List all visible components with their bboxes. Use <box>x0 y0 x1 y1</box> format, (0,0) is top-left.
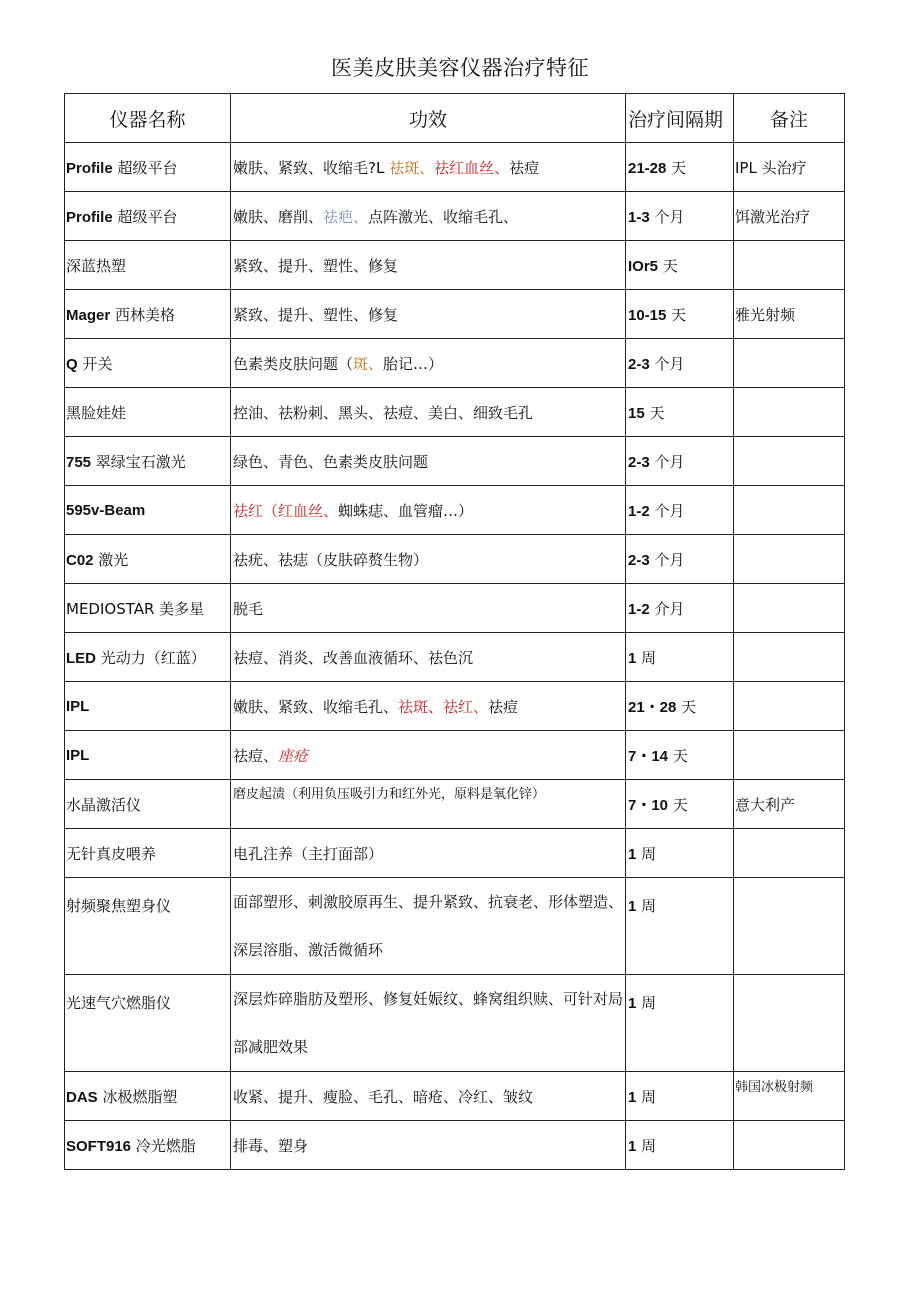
instrument-name-latin: 595v-Beam <box>66 502 146 519</box>
table-row <box>65 878 845 975</box>
cell-instrument-name <box>65 731 231 780</box>
interval-unit: 个月 <box>649 354 685 373</box>
table-row <box>65 192 845 241</box>
instrument-name-cn: 水晶激活仪 <box>66 795 142 814</box>
interval-unit: 周 <box>636 648 657 667</box>
cell-effect <box>231 486 626 535</box>
instrument-name-cn: MEDIOSTAR 美多星 <box>66 599 205 618</box>
interval-unit: 天 <box>644 403 665 422</box>
interval-unit: 天 <box>658 256 678 275</box>
instrument-name-cn: 无针真皮喂养 <box>66 844 157 863</box>
cell-effect <box>231 339 626 388</box>
instrument-name-cn: 黑脸娃娃 <box>66 403 127 422</box>
interval-value: 21-28 <box>628 159 667 177</box>
effect-text: 祛红血丝、 <box>434 158 510 177</box>
cell-effect <box>231 975 626 1072</box>
cell-interval <box>626 829 734 878</box>
cell-instrument-name <box>65 143 231 192</box>
effect-text: 祛痘、消炎、改善血液循环、祛色沉 <box>233 648 474 667</box>
instrument-name-latin: LED <box>66 649 96 667</box>
cell-effect <box>231 143 626 192</box>
instrument-name-cn: 西林美格 <box>110 305 175 324</box>
cell-note <box>734 241 845 290</box>
table-row <box>65 241 845 290</box>
cell-interval <box>626 633 734 682</box>
effect-text: 祛红、 <box>443 697 489 716</box>
cell-interval <box>626 584 734 633</box>
effect-text: 红血丝、 <box>278 501 339 520</box>
cell-interval <box>626 682 734 731</box>
cell-note <box>734 633 845 682</box>
interval-value: 2-3 <box>628 355 650 373</box>
table-row <box>65 143 845 192</box>
cell-note: IPL 头治疗 <box>734 143 845 192</box>
interval-value: 1-2 <box>628 502 650 520</box>
table-row <box>65 290 845 339</box>
header-name: 仪器名称 <box>65 94 231 143</box>
interval-unit: 周 <box>636 897 657 915</box>
interval-unit: 个月 <box>649 207 685 226</box>
cell-interval <box>626 780 734 829</box>
cell-note <box>734 437 845 486</box>
cell-effect <box>231 780 626 829</box>
cell-note <box>734 339 845 388</box>
cell-note <box>734 829 845 878</box>
interval-unit: 周 <box>636 994 657 1012</box>
cell-instrument-name <box>65 535 231 584</box>
cell-interval <box>626 388 734 437</box>
effect-text: 祛斑、 <box>389 158 435 177</box>
instrument-name-latin: SOFT916 <box>66 1137 132 1155</box>
interval-value: 10-15 <box>628 306 667 324</box>
interval-value: 7・10 <box>628 796 669 814</box>
interval-value: 1 <box>628 845 637 863</box>
cell-note <box>734 486 845 535</box>
instrument-name-cn: 开关 <box>77 354 113 373</box>
instrument-name-latin: IPL <box>66 747 90 764</box>
interval-unit: 周 <box>636 844 657 863</box>
cell-effect <box>231 535 626 584</box>
effect-text: 祛疤、 <box>323 207 369 226</box>
effect-text: 色素类皮肤问题（ <box>233 354 354 373</box>
instrument-name-latin: IPL <box>66 698 90 715</box>
cell-effect <box>231 731 626 780</box>
instrument-name-cn: 深蓝热塑 <box>66 256 127 275</box>
header-effect: 功效 <box>231 94 626 143</box>
effect-text: 点阵激光、收缩毛孔、 <box>368 207 519 226</box>
effect-text: 排毒、塑身 <box>233 1136 309 1155</box>
table-row <box>65 1121 845 1170</box>
instrument-name-cn: 射频聚焦塑身仪 <box>66 897 172 915</box>
effect-text: 深层炸碎脂肪及塑形、修复妊娠纹、蜂窝组织赎、可针对局部减肥效果 <box>233 990 624 1056</box>
cell-interval <box>626 1072 734 1121</box>
instrument-name-latin: Q <box>66 355 78 373</box>
cell-effect <box>231 682 626 731</box>
interval-unit: 周 <box>636 1136 657 1155</box>
cell-interval <box>626 731 734 780</box>
cell-interval <box>626 535 734 584</box>
instrument-name-cn: 光动力（红蓝） <box>96 648 206 667</box>
effect-text: 胎记…） <box>383 354 444 373</box>
interval-unit: 个月 <box>649 452 685 471</box>
instrument-name-latin: 755 <box>66 453 92 471</box>
table-row <box>65 682 845 731</box>
interval-value: 1-2 <box>628 600 650 618</box>
table-row <box>65 829 845 878</box>
cell-effect <box>231 1072 626 1121</box>
cell-effect <box>231 241 626 290</box>
instrument-name-latin: DAS <box>66 1088 98 1106</box>
cell-instrument-name <box>65 584 231 633</box>
cell-instrument-name <box>65 633 231 682</box>
interval-value: 15 <box>628 404 645 422</box>
table-row <box>65 437 845 486</box>
interval-unit: 周 <box>636 1087 657 1106</box>
table-row <box>65 388 845 437</box>
cell-interval <box>626 339 734 388</box>
cell-note: 意大利产 <box>734 780 845 829</box>
effect-text: 祛疣、祛痣（皮肤碎赘生物） <box>233 550 429 569</box>
cell-instrument-name <box>65 192 231 241</box>
cell-effect <box>231 829 626 878</box>
cell-interval <box>626 290 734 339</box>
table-row <box>65 486 845 535</box>
instrument-name-cn: 光速气穴燃脂仪 <box>66 994 172 1012</box>
interval-value: 1 <box>628 1088 637 1106</box>
instrument-name-latin: Profile <box>66 208 113 226</box>
effect-text: 绿色、青色、色素类皮肤问题 <box>233 452 429 471</box>
cell-effect <box>231 1121 626 1170</box>
cell-note <box>734 731 845 780</box>
cell-interval <box>626 143 734 192</box>
effect-text: 座疮 <box>278 746 309 765</box>
cell-instrument-name <box>65 682 231 731</box>
cell-note <box>734 1121 845 1170</box>
table-row <box>65 339 845 388</box>
document-title: 医美皮肤美容仪器治疗特征 <box>331 56 589 80</box>
effect-text: 祛痘、 <box>233 746 279 765</box>
cell-note <box>734 682 845 731</box>
interval-unit: 个月 <box>649 550 685 569</box>
interval-unit: 个月 <box>649 501 685 520</box>
cell-effect <box>231 633 626 682</box>
effect-text: 脱毛 <box>233 599 264 618</box>
table-row <box>65 975 845 1072</box>
interval-unit: 天 <box>666 158 687 177</box>
instrument-name-latin: Profile <box>66 159 113 177</box>
header-row <box>65 94 845 143</box>
cell-instrument-name <box>65 975 231 1072</box>
cell-effect <box>231 584 626 633</box>
instrument-name-cn: 超级平台 <box>112 207 178 226</box>
table-row <box>65 535 845 584</box>
cell-instrument-name <box>65 1121 231 1170</box>
effect-text: 祛痘 <box>488 697 519 716</box>
cell-instrument-name <box>65 1072 231 1121</box>
interval-value: IOr5 <box>628 257 659 275</box>
cell-instrument-name <box>65 339 231 388</box>
effect-text: 祛斑、 <box>398 697 444 716</box>
effect-text: 收紧、提升、瘦脸、毛孔、暗疮、冷红、皱纹 <box>233 1087 534 1106</box>
cell-note: 韩国冰极射频 <box>734 1072 845 1121</box>
effect-text: 控油、祛粉刺、黑头、祛痘、美白、细致毛孔 <box>233 403 534 422</box>
interval-unit: 天 <box>668 795 688 814</box>
effect-text: 紧致、提升、塑性、修复 <box>233 256 399 275</box>
cell-instrument-name <box>65 290 231 339</box>
effect-text: 斑、 <box>353 354 384 373</box>
interval-value: 1 <box>628 649 637 667</box>
cell-interval <box>626 241 734 290</box>
cell-effect <box>231 192 626 241</box>
cell-note <box>734 535 845 584</box>
effect-text: 紧致、提升、塑性、修复 <box>233 305 399 324</box>
cell-note <box>734 388 845 437</box>
cell-note <box>734 975 845 1072</box>
cell-note <box>734 584 845 633</box>
effect-text: 祛痘 <box>509 158 540 177</box>
interval-value: 1-3 <box>628 208 650 226</box>
cell-instrument-name <box>65 388 231 437</box>
instrument-name-latin: Mager <box>66 306 111 324</box>
instrument-name-cn: 冷光燃脂 <box>131 1136 196 1155</box>
instrument-table <box>64 93 845 1170</box>
table-row <box>65 1072 845 1121</box>
cell-instrument-name <box>65 829 231 878</box>
effect-text: 面部塑形、刺激胶原再生、提升紧致、抗衰老、形体塑造、深层溶脂、激活微循环 <box>233 893 624 959</box>
cell-note <box>734 878 845 975</box>
effect-text: 嫩肤、紧致、收缩毛?L <box>233 158 390 177</box>
instrument-name-latin: C02 <box>66 551 94 569</box>
instrument-name-cn: 翠绿宝石激光 <box>91 452 186 471</box>
cell-effect <box>231 388 626 437</box>
cell-instrument-name <box>65 878 231 975</box>
effect-text: 嫩肤、紧致、收缩毛孔、 <box>233 697 399 716</box>
interval-value: 2-3 <box>628 453 650 471</box>
cell-note: 雅光射频 <box>734 290 845 339</box>
table-row <box>65 633 845 682</box>
effect-text: 电孔注养（主打面部） <box>233 844 384 863</box>
cell-effect <box>231 290 626 339</box>
cell-interval <box>626 975 734 1072</box>
instrument-name-cn: 激光 <box>93 550 129 569</box>
table-row <box>65 780 845 829</box>
interval-unit: 介月 <box>649 599 685 618</box>
cell-note: 饵激光治疗 <box>734 192 845 241</box>
cell-interval <box>626 192 734 241</box>
interval-value: 1 <box>628 995 637 1012</box>
interval-unit: 天 <box>668 746 688 765</box>
header-note: 备注 <box>734 94 845 143</box>
cell-interval <box>626 486 734 535</box>
effect-text: 祛红（ <box>233 501 279 520</box>
cell-interval <box>626 437 734 486</box>
instrument-name-cn: 超级平台 <box>112 158 178 177</box>
cell-instrument-name <box>65 780 231 829</box>
cell-effect <box>231 878 626 975</box>
effect-text: 磨皮起渍（利用负压吸引力和红外光，原料是氧化锌） <box>233 787 546 802</box>
interval-value: 1 <box>628 898 637 915</box>
interval-value: 2-3 <box>628 551 650 569</box>
cell-interval <box>626 1121 734 1170</box>
cell-instrument-name <box>65 486 231 535</box>
cell-instrument-name <box>65 241 231 290</box>
table-row <box>65 731 845 780</box>
header-interval: 治疗间隔期 <box>626 94 734 143</box>
effect-text: 嫩肤、磨削、 <box>233 207 324 226</box>
interval-value: 1 <box>628 1137 637 1155</box>
cell-instrument-name <box>65 437 231 486</box>
table-row <box>65 584 845 633</box>
effect-text: 蜘蛛痣、血管瘤…） <box>338 501 474 520</box>
interval-unit: 天 <box>676 697 697 716</box>
interval-unit: 天 <box>666 305 687 324</box>
instrument-name-cn: 冰极燃脂塑 <box>97 1087 178 1106</box>
interval-value: 7・14 <box>628 747 669 765</box>
cell-interval <box>626 878 734 975</box>
interval-value: 21・28 <box>628 698 677 716</box>
cell-effect <box>231 437 626 486</box>
